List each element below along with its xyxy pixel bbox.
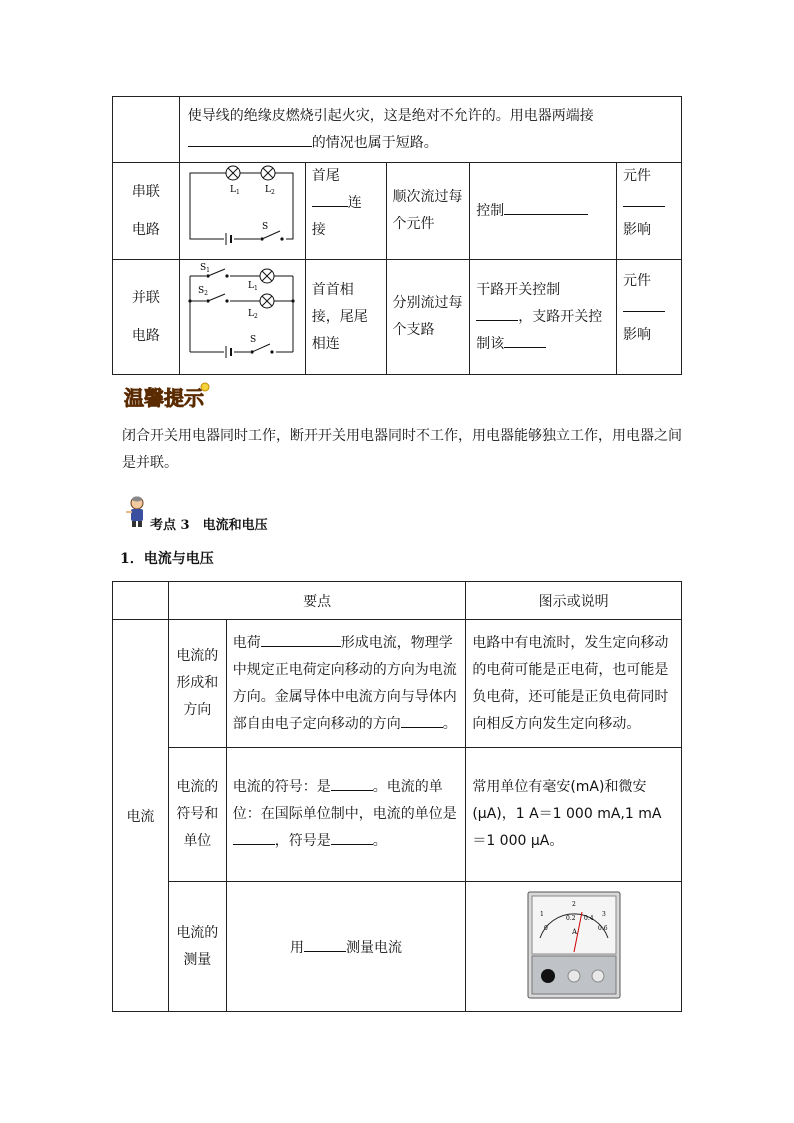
parallel-switch-role-c: 制该 [476, 335, 505, 352]
parallel-label-cell [113, 260, 180, 375]
blank-direction [401, 713, 443, 728]
meter-tick-top-2: 2 [571, 900, 576, 908]
content-formation-b: 形成电流，物理学中规定正电荷定向移动的方向为电流方向。金属导体中电流方向与导体内部自由电子定向移动的方向 [232, 634, 457, 732]
blank-series-influence [623, 192, 665, 207]
circuit-table [112, 96, 682, 375]
note-units: 常用单位有毫安(mA)和微安(μA)，1 A＝1 000 mA,1 mA＝1 000 μA。 [472, 779, 662, 849]
meter-tick-02: 0.2 [565, 914, 576, 922]
series-influence-a: 元件 [623, 168, 651, 184]
content-measurement-cell [226, 882, 466, 1012]
blank-parallel-branch-switch [504, 333, 546, 348]
blank-charge-motion [261, 632, 341, 647]
lamp-l1-icon [226, 166, 240, 180]
blank-parallel-main-switch [476, 306, 518, 321]
series-influence-b: 影响 [623, 222, 651, 238]
series-diagram-cell [179, 163, 305, 260]
series-label-2: 电路 [131, 222, 160, 238]
meter-unit: A [571, 927, 577, 936]
lamp-l2-icon [260, 294, 274, 308]
series-switch-cell [470, 163, 617, 260]
header-points: 要点 [168, 582, 465, 620]
content-symbol-c: ，符号是 [274, 833, 331, 849]
terminal-06-icon [568, 970, 580, 982]
series-connection-b: 连 [347, 195, 362, 211]
header-empty-cell [113, 582, 169, 620]
terminal-3-icon [592, 970, 604, 982]
ammeter-image-cell [466, 882, 682, 1012]
topic-symbol-unit: 电流的符号和单位 [168, 748, 226, 882]
content-formation-c: 。 [442, 715, 457, 732]
blank-series-switch [504, 200, 588, 215]
switch-s-icon [250, 344, 276, 356]
series-s-label: S [261, 222, 268, 232]
parallel-switch-role-a: 干路开关控制 [476, 281, 561, 298]
blank-symbol [331, 776, 373, 791]
series-l2-label: $L_2$ [264, 185, 275, 196]
parallel-l1-label: $L_1$ [247, 281, 258, 292]
series-current-path: 顺次流过每个元件 [392, 189, 463, 232]
lamp-l1-icon [260, 269, 274, 283]
meter-tick-06: 0.6 [597, 924, 608, 932]
topic-formation: 电流的形成和方向 [168, 620, 226, 748]
header-illustration: 图示或说明 [466, 582, 682, 620]
content-symbol-b: 。电流的单位：在国际单位制中，电流的单位是 [232, 779, 457, 822]
blank-parallel-influence [623, 297, 665, 312]
parallel-s-label: S [249, 335, 256, 345]
parallel-current-path: 分别流过每个支路 [392, 295, 463, 338]
keypoint-title: 考点 3 电流和电压 [150, 518, 268, 533]
terminal-negative-icon [541, 969, 555, 983]
series-connection-cell [305, 163, 386, 260]
note-formation: 电路中有电流时，发生定向移动的电荷可能是正电荷，也可能是负电荷，还可能是正负电荷同时向相反方向发生定向移动。 [472, 634, 669, 732]
parallel-label-1: 并联 [131, 290, 160, 306]
series-label-cell [113, 163, 180, 260]
parallel-connection: 首首相接，尾尾相连 [311, 281, 368, 352]
series-l1-label: $L_1$ [229, 185, 240, 196]
short-circuit-cell [179, 97, 681, 163]
tip-body: 闭合开关用电器同时工作，断开开关用电器同时不工作，用电器能够独立工作，用电器之间是并联。 [122, 428, 682, 471]
series-connection-c: 接 [311, 222, 326, 238]
short-circuit-text-a: 使导线的绝缘皮燃烧引起火灾，这是绝对不允许的。用电器两端接 [187, 107, 594, 124]
content-symbol-d: 。 [372, 833, 387, 849]
parallel-diagram-cell [179, 260, 305, 375]
parallel-current-cell [386, 260, 470, 375]
battery-icon [224, 233, 234, 245]
parallel-circuit-diagram [180, 260, 304, 370]
teacher-icon [126, 495, 148, 527]
warm-tip-text: 温馨提示 [124, 386, 204, 410]
parallel-label-2: 电路 [131, 328, 160, 344]
note-units-cell [466, 748, 682, 882]
series-circuit-diagram [180, 163, 304, 255]
battery-icon [224, 346, 234, 358]
parallel-influence-a: 元件 [623, 273, 651, 289]
group-label-current: 电流 [113, 620, 169, 1012]
parallel-s2-label: $S_2$ [197, 286, 208, 297]
series-switch-role: 控制 [476, 202, 505, 219]
blank-short-circuit [188, 132, 312, 147]
blank-instrument [304, 937, 346, 952]
parallel-s1-label: $S_1$ [199, 263, 210, 274]
lamp-l2-icon [261, 166, 275, 180]
switch-s-icon [260, 231, 286, 243]
content-measurement-a: 用 [290, 939, 305, 956]
empty-label-cell [113, 97, 180, 163]
content-symbol-cell [226, 748, 466, 882]
content-formation-cell [226, 620, 466, 748]
blank-unit [233, 830, 275, 845]
blank-series-connection [312, 192, 348, 207]
parallel-influence-cell [617, 260, 682, 375]
content-formation-a: 电荷 [232, 634, 261, 651]
warm-tip-graphic [122, 381, 210, 411]
topic-measurement: 电流的测量 [168, 882, 226, 1012]
series-label-1: 串联 [131, 184, 160, 200]
series-connection-a: 首尾 [311, 168, 340, 184]
short-circuit-text-b: 的情况也属于短路。 [311, 134, 438, 151]
warm-tip-badge [122, 381, 210, 411]
series-current-cell [386, 163, 470, 260]
meter-tick-top-1: 1 [539, 910, 544, 918]
parallel-connection-cell [305, 260, 386, 375]
ammeter-image [526, 890, 622, 1000]
meter-tick-04: 0.4 [583, 914, 594, 922]
section-title: 1．电流与电压 [120, 551, 214, 567]
current-table [112, 581, 682, 1012]
parallel-l2-label: $L_2$ [247, 309, 258, 320]
meter-tick-top-3: 3 [601, 910, 606, 918]
switch-s2-icon [206, 294, 230, 305]
meter-tick-0: 0 [543, 924, 548, 932]
parallel-influence-b: 影响 [623, 327, 651, 343]
series-influence-cell [617, 163, 682, 260]
note-formation-cell [466, 620, 682, 748]
blank-unit-symbol [331, 830, 373, 845]
content-measurement-b: 测量电流 [346, 939, 403, 956]
content-symbol-a: 电流的符号：是 [232, 779, 331, 795]
parallel-switch-role-b: ，支路开关控 [518, 308, 603, 325]
parallel-switch-cell [470, 260, 617, 375]
